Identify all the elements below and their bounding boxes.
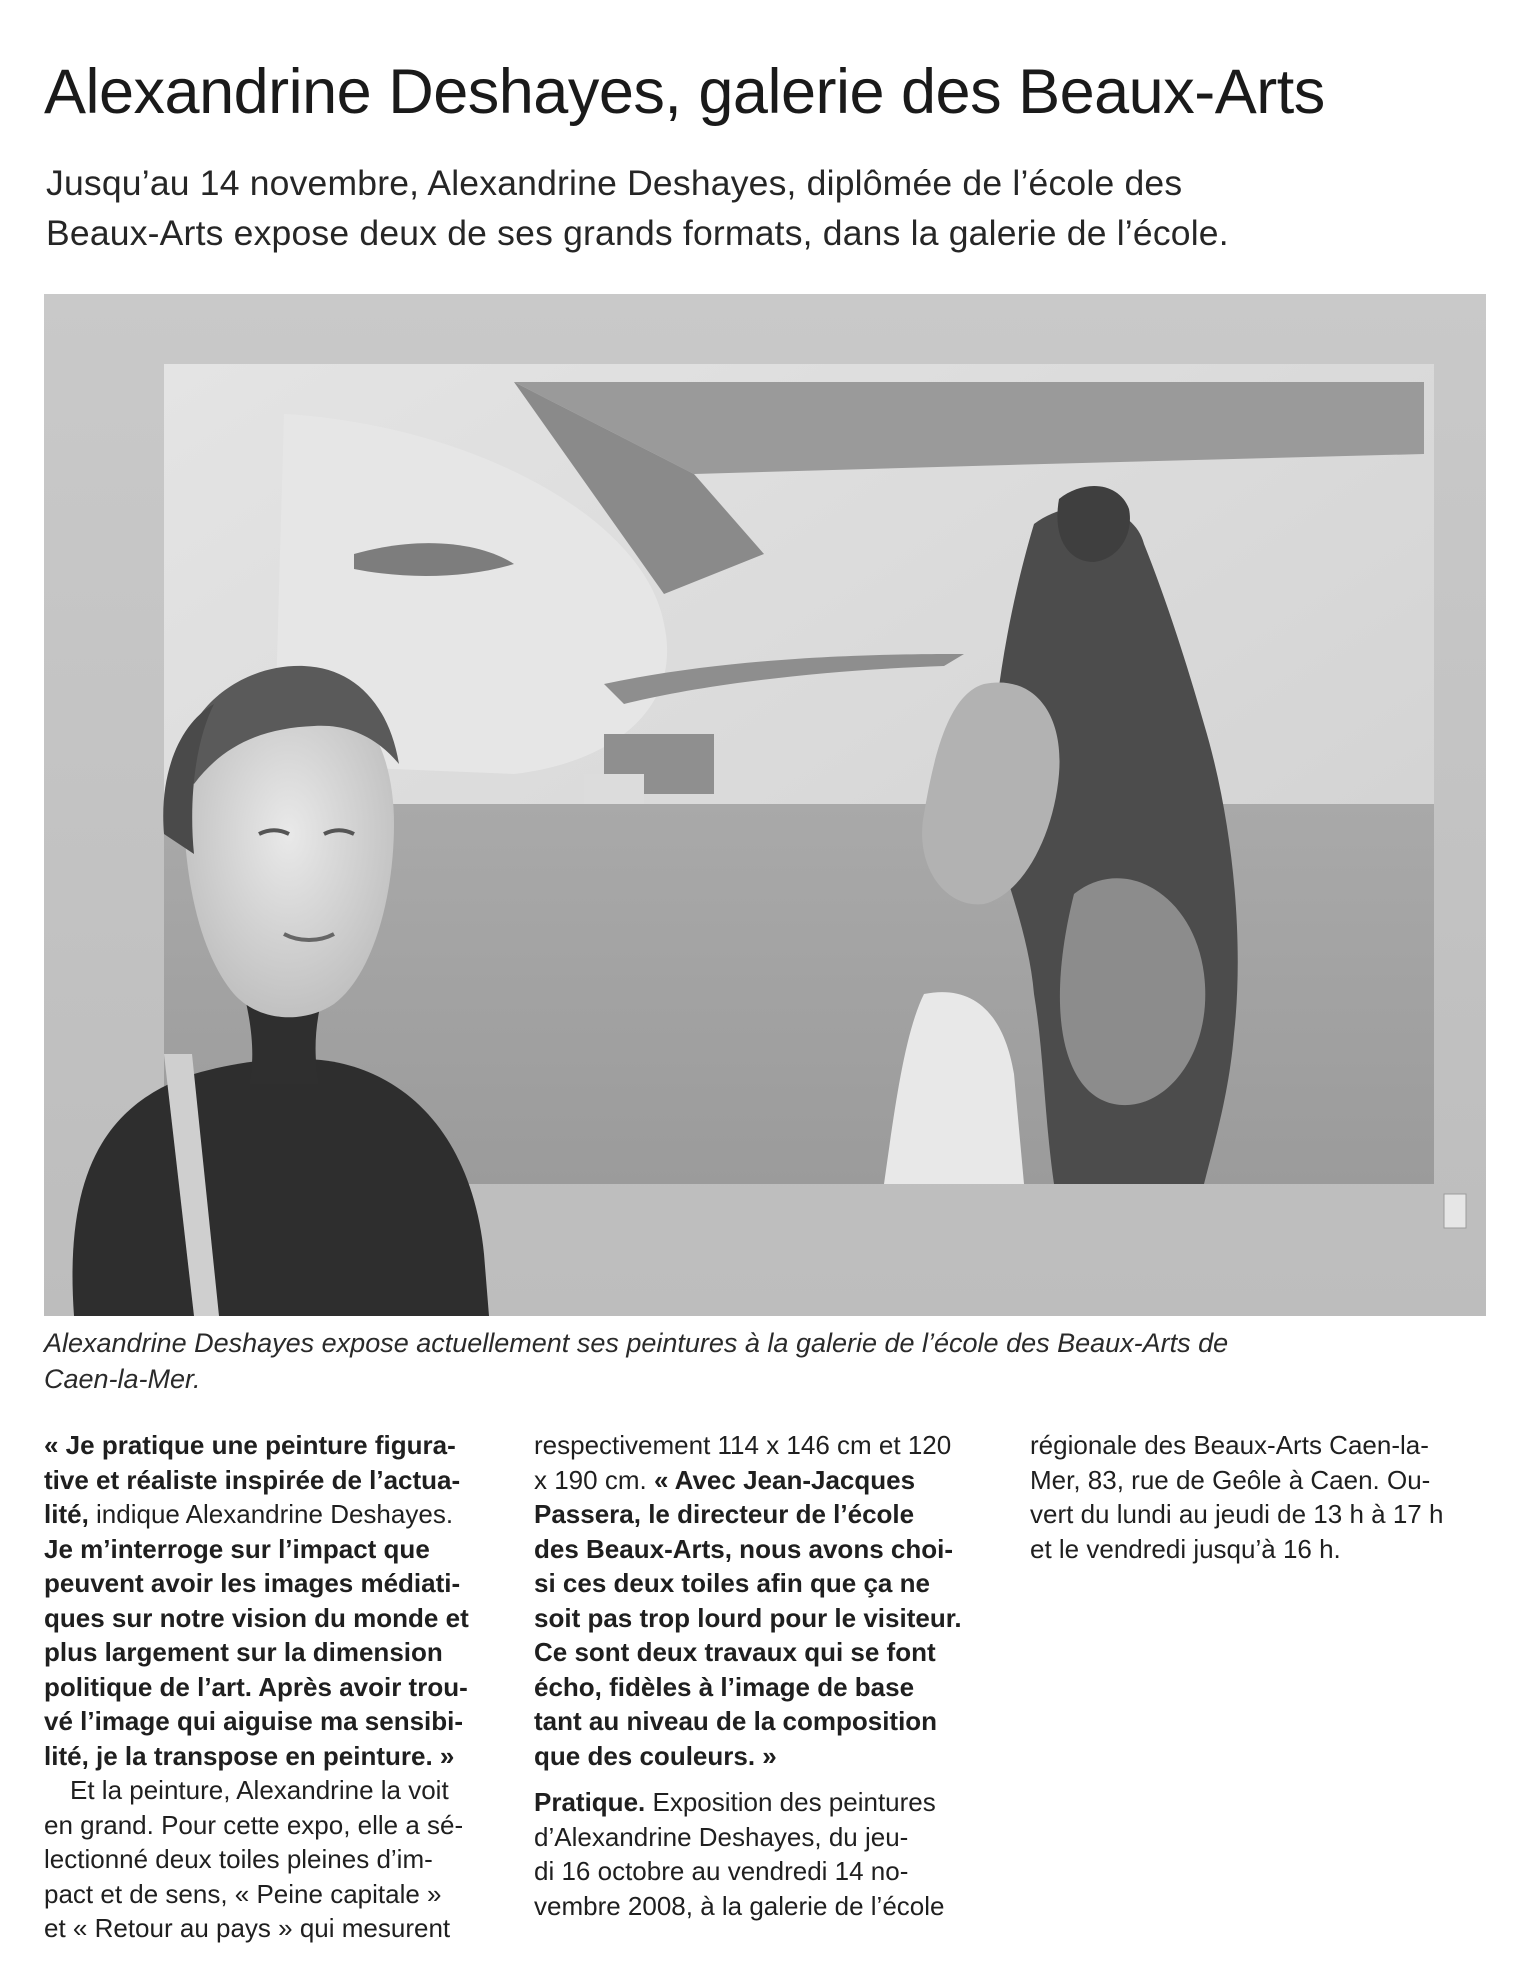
text-run: d’Alexandrine Deshayes, du jeu- [534,1821,909,1852]
text-line [44,1739,498,1774]
text-line [44,1808,498,1843]
standfirst-line: Beaux-Arts expose deux de ses grands formats, dans la galerie de l’école. [46,213,1229,253]
text-line [534,1601,990,1636]
text-run: régionale des Beaux-Arts Caen-la- [1030,1430,1429,1460]
text-run: des Beaux-Arts, nous avons choi- [534,1533,953,1564]
text-run: vert du lundi au jeudi de 13 h à 17 h [1030,1499,1444,1529]
text-run: indique Alexandrine Deshayes. [88,1499,454,1529]
text-run: que des couleurs. » [534,1740,777,1771]
text-line [44,1635,498,1670]
text-run: lité, [44,1499,89,1529]
text-run: si ces deux toiles afin que ça ne [534,1568,930,1598]
text-line [534,1670,990,1705]
text-line [534,1428,990,1463]
text-run: Pratique. [534,1787,646,1817]
text-line [44,1877,498,1912]
text-line [534,1463,990,1498]
article-column-2 [534,1428,990,1923]
gallery-photo-illustration [44,294,1486,1316]
article-column-1 [44,1428,498,1946]
text-run: di 16 octobre au vendredi 14 no- [534,1856,909,1886]
text-run: Exposition des peintures [645,1787,936,1817]
text-line [534,1635,990,1670]
standfirst-line: Jusqu’au 14 novembre, Alexandrine Deshayes, diplômée de l’école des [46,163,1183,203]
text-run: x 190 cm. [534,1464,654,1495]
text-run: Je m’interroge sur l’impact que [44,1533,430,1564]
text-line [1030,1497,1490,1532]
text-line [44,1842,498,1877]
text-run: et le vendredi jusqu’à 16 h. [1030,1533,1341,1564]
text-line [534,1566,990,1601]
text-line [534,1820,990,1855]
text-line [44,1773,498,1808]
text-line [44,1532,498,1567]
text-run: vembre 2008, à la galerie de l’école [534,1890,945,1921]
text-run: respectivement 114 x 146 cm et 120 [534,1430,952,1460]
text-line [1030,1532,1490,1567]
caption-line: Caen-la-Mer. [44,1364,201,1394]
text-run: Ce sont deux travaux qui se font [534,1637,936,1667]
text-run: écho, fidèles à l’image de base [534,1671,915,1702]
article-column-3 [1030,1428,1490,1566]
article-headline: Alexandrine Deshayes, galerie des Beaux-Arts [44,57,1325,127]
text-run: ques sur notre vision du monde et [44,1602,469,1633]
text-line [44,1463,498,1498]
text-run: tant au niveau de la composition [534,1706,938,1736]
text-line [534,1739,990,1774]
text-line [534,1532,990,1567]
text-line [534,1704,990,1739]
text-run: soit pas trop lourd pour le visiteur. [534,1602,962,1633]
text-run: Mer, 83, rue de Geôle à Caen. Ou- [1030,1464,1431,1495]
text-run: politique de l’art. Après avoir trou- [44,1671,468,1702]
text-line [534,1854,990,1889]
text-run: lité, je la transpose en peinture. » [44,1740,455,1771]
text-line [44,1911,498,1946]
text-line [44,1497,498,1532]
caption-line: Alexandrine Deshayes expose actuellement ses peintures à la galerie de l’école des Beaux-Arts de [44,1328,1229,1358]
text-line [534,1889,990,1924]
text-run: lectionné deux toiles pleines d’im- [44,1844,433,1874]
text-line [1030,1428,1490,1463]
text-run: « Avec Jean-Jacques [653,1464,916,1495]
text-run: plus largement sur la dimension [44,1637,443,1667]
text-run: vé l’image qui aiguise ma sensibi- [44,1706,464,1736]
text-line [44,1704,498,1739]
text-line [44,1670,498,1705]
photo-caption [44,1325,1464,1397]
text-run: et « Retour au pays » qui mesurent [44,1913,451,1943]
text-run: Passera, le directeur de l’école [534,1499,915,1529]
text-run: en grand. Pour cette expo, elle a sé- [44,1809,464,1840]
text-line [44,1566,498,1601]
text-run: tive et réaliste inspirée de l’actua- [44,1464,461,1495]
text-line [44,1601,498,1636]
paragraph-gap [534,1773,990,1785]
article-photo [44,294,1486,1316]
text-line [44,1428,498,1463]
text-line [534,1785,990,1820]
text-run: peuvent avoir les images médiati- [44,1568,461,1598]
text-run: « Je pratique une peinture figura- [44,1430,456,1460]
text-run: Et la peinture, Alexandrine la voit [70,1775,449,1805]
article-standfirst [46,158,1466,258]
text-line [534,1497,990,1532]
text-line [1030,1463,1490,1498]
text-run: pact et de sens, « Peine capitale » [44,1878,442,1909]
